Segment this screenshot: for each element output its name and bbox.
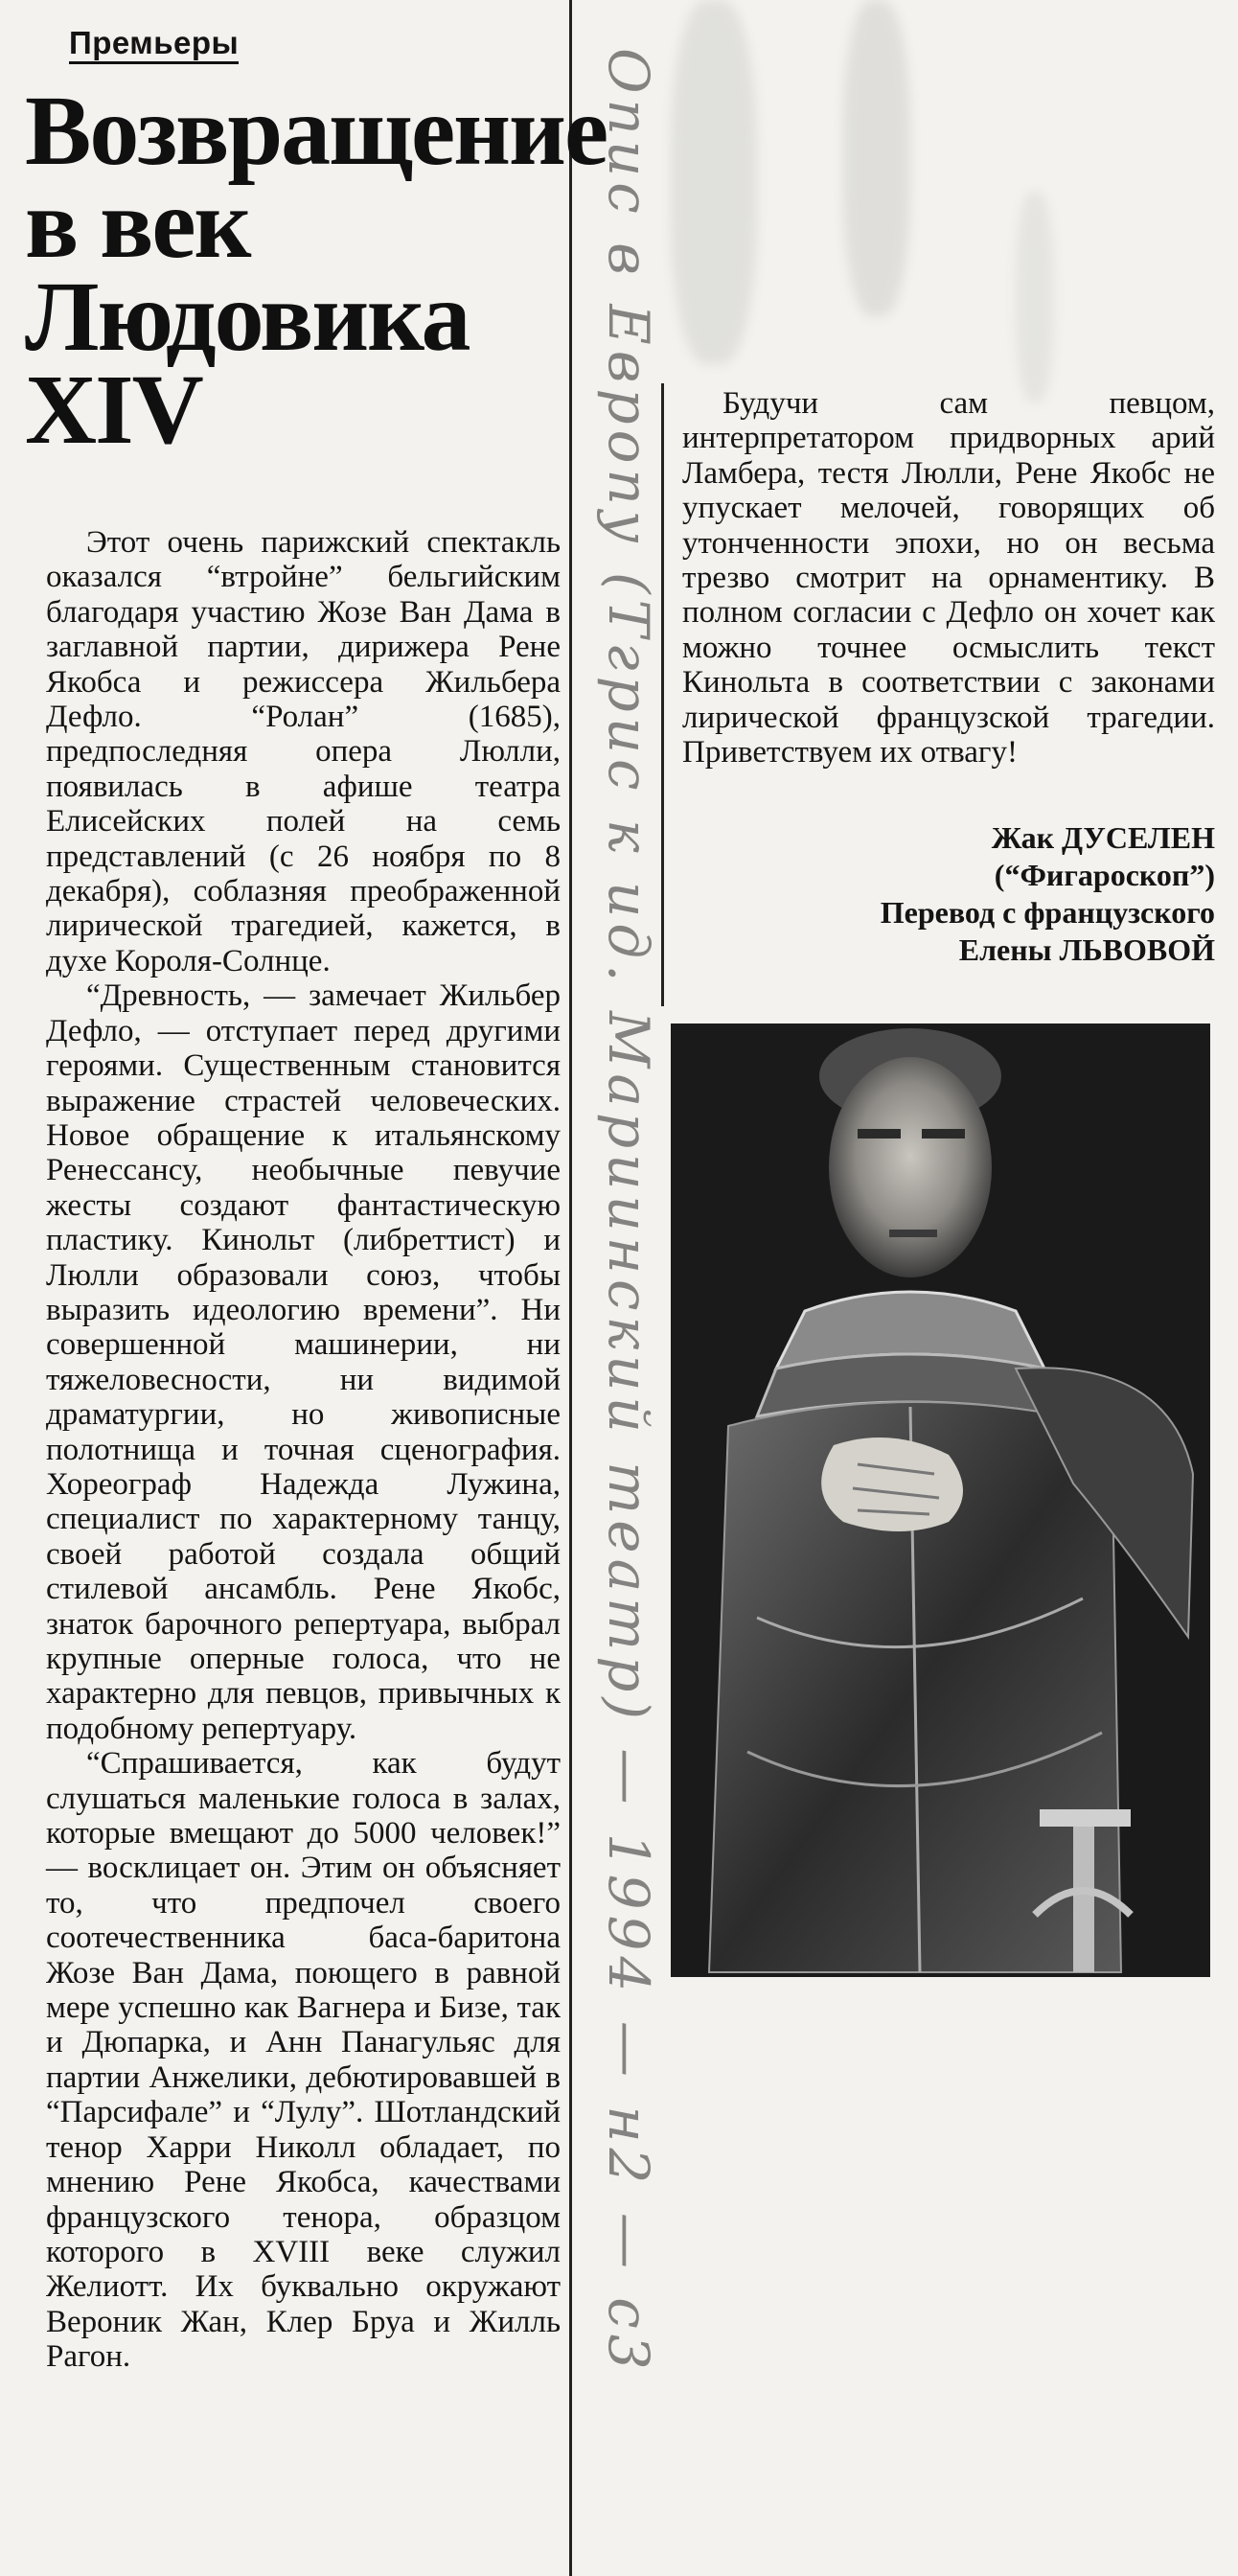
headline-line: XIV [25, 355, 202, 465]
headline-line: Людовика [25, 262, 470, 372]
translation-credit: Перевод с французского [880, 895, 1215, 930]
paragraph: Будучи сам певцом, интерпретатором придворных арий Ламбера, тестя Люлли, Рене Якобс не упускает мелочей, говорящих об утонченности эпохи, но он весьма трезво смотрит на орнаментику. В полном согласии с Дефло он хочет как можно точнее осмыслить текст Кинольта в соответствии с законами лирической французской трагедии. Приветствуем их отвагу! [682, 386, 1215, 770]
scan-smudge [671, 0, 757, 364]
column-divider [661, 383, 664, 1006]
paragraph: Этот очень парижский спектакль оказался “втройне” бельгийским благодаря участию Жозе Ван Дама в заглавной партии, дирижера Рене Якобса и режиссера Жильбера Дефло. “Ролан” (1685), предпоследняя опера Люлли, появилась в афише театра Елисейских полей на семь представлений (с 26 ноября по 8 декабря), соблазняя преображенной лирической трагедией, кажется, в духе Короля-Солнце. [46, 525, 561, 978]
paragraph: “Древность, — замечает Жильбер Дефло, — отступает перед другими героями. Существенным становится выражение страстей человеческих. Новое обращение к итальянскому Ренессансу, необычные певучие жесты создают фантастическую пластику. Кинольт (либреттист) и Люлли образовали союз, чтобы выразить идеологию времени”. Ни совершенной машинерии, ни тяжеловесности, ни видимой драматургии, но живописные полотнища и точная сценография. Хореограф Надежда Лужина, специалист по характерному танцу, своей работой создала общий стилевой ансамбль. Рене Якобс, знаток барочного репертуара, выбрал крупные оперные голоса, что не характерно для певцов, привычных к подобному репертуару. [46, 978, 561, 1746]
source-name: (“Фигароскоп”) [994, 858, 1215, 892]
performer-photo [671, 1024, 1210, 1977]
section-rubric: Премьеры [69, 25, 239, 64]
scan-smudge [1016, 192, 1054, 402]
author-name: Жак ДУСЕЛЕН [991, 820, 1215, 855]
headline-line: Возвращение [25, 76, 608, 186]
translator-name: Елены ЛЬВОВОЙ [958, 932, 1215, 967]
headline [25, 76, 608, 465]
left-column [46, 525, 561, 2375]
handwritten-note: Опис в Европу (Тгрис к ид. Мариинский театр) — 1994 — н2 — с3 [596, 48, 661, 2376]
paragraph: “Спрашивается, как будут слушаться маленькие голоса в залах, которые вмещают до 5000 человек!” — восклицает он. Этим он объясняет то, что предпочел своего соотечественника баса-баритона Жозе Ван Дама, поющего в равной мере успешно как Вагнера и Бизе, так и Дюпарка, и Анн Панагульяс для партии Анжелики, дебютировавшей в “Парсифале” и “Лулу”. Шотландский тенор Харри Николл обладает, по мнению Рене Якобса, качествами французского тенора, образцом которого в XVIII веке служил Желиотт. Их буквально окружают Вероник Жан, Клер Бруа и Жилль Рагон. [46, 1746, 561, 2375]
right-column [682, 386, 1215, 770]
performer-in-armor-image [671, 1024, 1210, 1977]
scan-smudge [843, 0, 910, 316]
byline [678, 819, 1215, 969]
headline-line: в век [25, 169, 250, 279]
